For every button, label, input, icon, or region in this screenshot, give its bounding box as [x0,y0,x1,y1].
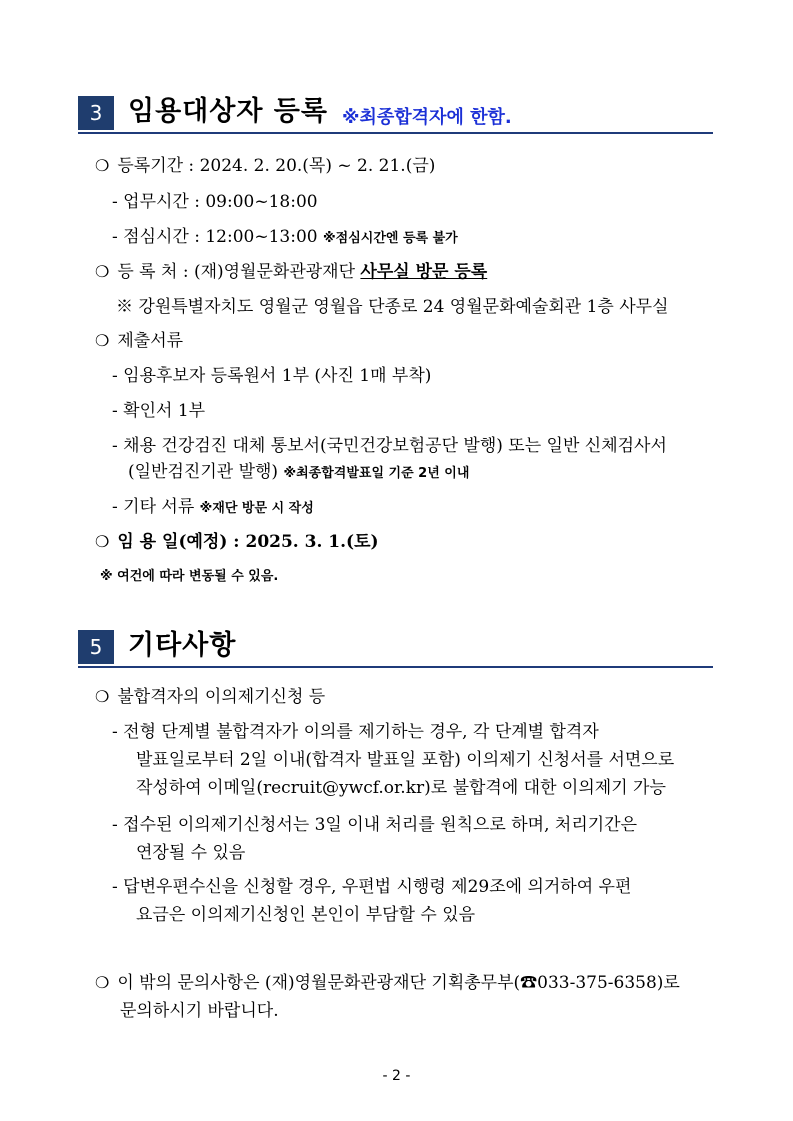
document-4: - 기타 서류 ※재단 방문 시 작성 [112,497,314,517]
section-note: ※최종합격자에 한함. [342,107,512,128]
address: ※ 강원특별자치도 영월군 영월읍 단종로 24 영월문화예술회관 1층 사무실 [116,297,669,317]
bullet-icon: ❍ [95,532,110,551]
section-title: 임용대상자 등록 [128,96,328,127]
section-5-header [78,630,713,668]
lunch-note: ※점심시간엔 등록 불가 [323,231,458,246]
objection-p1-l1: - 전형 단계별 불합격자가 이의를 제기하는 경우, 각 단계별 합격자 [112,722,599,742]
appointment-note: ※ 여건에 따라 변동될 수 있음. [100,569,279,584]
lunch-hours: - 점심시간 : 12:00~13:00 ※점심시간엔 등록 불가 [112,227,458,247]
objection-p2-l2: 연장될 수 있음 [136,843,246,863]
bullet-icon: ❍ [95,973,110,992]
objection-p3-l2: 요금은 이의제기신청인 본인이 부담할 수 있음 [136,905,476,925]
section-title: 기타사항 [128,630,237,661]
document-3-note: ※최종합격발표일 기준 2년 이내 [283,466,470,481]
registration-place: ❍ 등 록 처 : (재)영월문화관광재단 사무실 방문 등록 [95,262,488,282]
section-number: 3 [78,96,114,130]
page-number: - 2 - [382,1068,411,1084]
registration-period: ❍ 등록기간 : 2024. 2. 20.(목) ~ 2. 21.(금) [95,156,436,176]
objection-p1-l3: 작성하여 이메일(recruit@ywcf.or.kr)로 불합격에 대한 이의제기 가능 [136,778,666,798]
section-3-header [78,96,713,134]
work-hours: - 업무시간 : 09:00~18:00 [112,192,318,212]
document-1: - 임용후보자 등록원서 1부 (사진 1매 부착) [112,366,432,386]
objection-p3-l1: - 답변우편수신을 신청할 경우, 우편법 시행령 제29조에 의거하여 우편 [112,877,632,897]
visit-registration: 사무실 방문 등록 [360,262,488,282]
objection-title: ❍ 불합격자의 이의제기신청 등 [95,687,326,707]
document-2: - 확인서 1부 [112,401,206,421]
bullet-icon: ❍ [95,262,110,281]
section-number: 5 [78,630,114,664]
objection-p2-l1: - 접수된 이의제기신청서는 3일 이내 처리를 원칙으로 하며, 처리기간은 [112,815,638,835]
appointment-date: ❍ 임 용 일(예정) : 2025. 3. 1.(토) [95,532,379,552]
bullet-icon: ❍ [95,687,110,706]
document-4-note: ※재단 방문 시 작성 [199,501,314,516]
bullet-icon: ❍ [95,156,110,175]
documents-title: ❍ 제출서류 [95,331,184,351]
document-3: - 채용 건강검진 대체 통보서(국민건강보험공단 발행) 또는 일반 신체검사서 [112,436,667,456]
contact-info-cont: 문의하시기 바랍니다. [120,1001,279,1021]
objection-p1-l2: 발표일로부터 2일 이내(합격자 발표일 포함) 이의제기 신청서를 서면으로 [136,750,675,770]
bullet-icon: ❍ [95,331,110,350]
contact-info: ❍ 이 밖의 문의사항은 (재)영월문화관광재단 기획총무부(☎033-375-6358)로 [95,973,680,993]
document-3-cont: (일반검진기관 발행) ※최종합격발표일 기준 2년 이내 [128,462,470,482]
